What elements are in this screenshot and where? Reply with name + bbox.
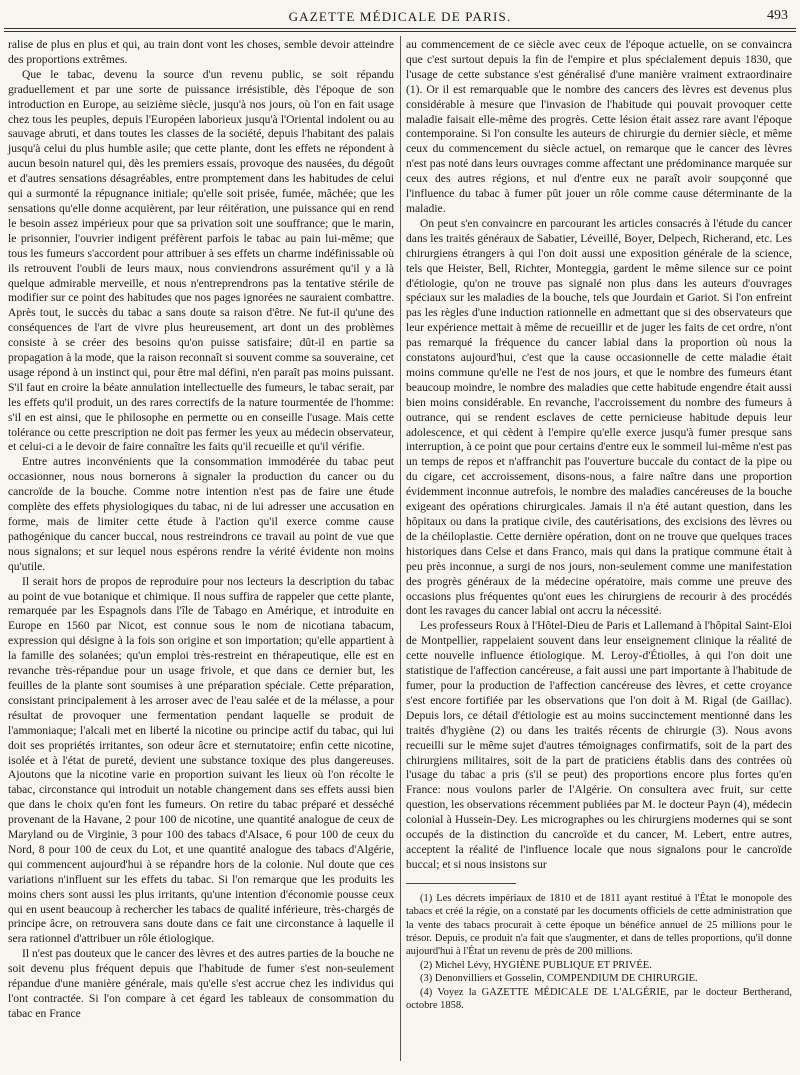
column-divider — [400, 36, 401, 1061]
header-rule-thin — [4, 31, 796, 32]
page-number: 493 — [767, 8, 788, 23]
paragraph: Entre autres inconvénients que la consommation immodérée du tabac peut occasionner, nous nous bornerons à signaler la production du cancer ou du cancroïde de la bouche. Comme notre intention n'est pas de faire une étude complète des effets physiologiques du tabac, ni de lui adresser une accusation en forme, mais de limiter cette étude à l'action qu'il exerce comme cause pathogénique du cancer buccal, nous restreindrons ce travail au point de vue que nous signalons; et sur lequel nous espérons rendre la vérité évidente non moins qu'utile. — [8, 455, 394, 573]
paragraph: au commencement de ce siècle avec ceux de l'époque actuelle, on se convaincra que c'est surtout depuis la fin de l'empire et plus spécialement depuis 1830, que l'usage de cette substance s'est généralisé d'une manière vraiment extraordinaire (1). Or il est remarquable que le nombre des cancers des lèvres est devenus plus considérable à mesure que l'invasion de l'habitude qui pouvait provoquer cette maladie faisait elle-même des progrès. Cette lésion était assez rare avant l'époque contemporaine. Si l'on consulte les auteurs de chirurgie du dernier siècle, et même ceux du commencement du siècle actuel, on remarque que le cancer des lèvres n'est pas noté dans leurs ouvrages comme affectant une prédominance marquée sur ceux des autres régions, et nul d'entre eux ne paraît avoir soupçonné que l'influence du tabac à fumer pût jouer un rôle comme cause déterminante de la maladie. — [406, 38, 792, 215]
page-header — [0, 0, 800, 30]
paragraph: On peut s'en convaincre en parcourant les articles consacrés à l'étude du cancer dans les traités généraux de Sabatier, Léveillé, Boyer, Delpech, Richerand, etc. Les chirurgiens étrangers à qui l'on doit aussi une exposition générale de la science, tels que Heister, Bell, Richter, Monteggia, gardent le même silence sur ce point d'étiologie, qu'on ne trouve pas signalé non plus dans les auteurs d'ouvrages spéciaux sur les maladies de la bouche, tels que Jourdain et Gariot. Si l'on enfreint pas les règles d'une induction rationnelle en admettant que si des observateurs que leur expérience mettait à même de recueillir et de juger les faits de cet ordre, n'ont pas remarqué la fréquence du cancer labial dans la proportion où nous la constatons aujourd'hui, c'est que la cause occasionnelle de cette maladie était moins commune qu'elle ne l'est de nos jours, et que le nombre des fumeurs étant beaucoup moindre, le nombre des maladies que cette habitude engendre était aussi bien moins considérable. En revanche, l'accroissement du nombre des fumeurs à outrance, qui se rendent esclaves de cette pernicieuse habitude depuis leur adolescence, et qui cèdent à l'empire qu'elle exerce jusqu'à fumer presque sans interruption, à ce point que pour certains d'entre eux le sommeil lui-même n'est pas un temps de repos et n'affranchit pas l'ouverture buccale du contact de la pipe ou du cigare, cet accroissement, disons-nous, a faire naître dans une proportion évidemment inconnue autrefois, le nombre des maladies cancéreuses de la bouche exigeant des opérations chirurgicales. Jamais il n'a été autant question, dans les hôpitaux ou dans la pratique civile, des cautérisations, des excisions des lèvres ou de la chéiloplastie. Cette dernière opération, dont on ne trouve que quelques traces historiques dans Celse et dans Franco, mais qui dans la pratique commune était à peu près inconnue, a surgi de nos jours, non-seulement comme une manifestation des progrès généraux de la médecine opératoire, mais comme une preuve des occasions plus fréquentes qu'ont eues les chirurgiens de recourir à des procédés dont les ravages du cancer labial ont accru la nécessité. — [406, 216, 792, 618]
footnote: (3) Denonvilliers et Gosselin, COMPENDIUM DE CHIRURGIE. — [420, 973, 698, 985]
left-column — [8, 38, 394, 1022]
footnote-rule — [406, 883, 516, 884]
right-column — [406, 38, 792, 1012]
paragraph: Il serait hors de propos de reproduire pour nos lecteurs la description du tabac au point de vue botanique et chimique. Il nous suffira de rappeler que cette plante, remarquée par les Espagnols dans l'île de Tabago en Amérique, et introduite en Europe en 1560 par Nicot, est connue sous le nom de nicotiana tabacum, expression qui désigne à la fois son origine et son importation; qu'elle appartient à la famille des solanées; qu'un emploi très-restreint en thérapeutique, elle est en revanche très-répandue pour un usage frivole, et que dans ce dernier but, les feuilles de la plante sont soumises à une préparation spéciale. Cette préparation, consistant principalement à les arroser avec de l'eau salée et de la mélasse, a pour résultat de provoquer une fermentation pendant laquelle se produit de l'ammoniaque; l'alcali met en liberté la nicotine ou principe actif du tabac, qui lui doit ses propriétés irritantes, son odeur âcre et sternutatoire; enfin cette nicotine, isolée et à l'état de pureté, devient une substance toxique des plus dangereuses. Ajoutons que la nicotine varie en proportion suivant les lieux où l'on récolte le tabac, circonstance qui introduit un notable changement dans ses effets aussi bien que dans le choix qu'en font les fumeurs. On retire du tabac préparé et desséché provenant de la Havane, 2 pour 100 de nicotine, une quantité analogue de ceux de Maryland ou de Virginie, 3 pour 100 des tabacs d'Alsace, 6 pour 100 de ceux du Nord, 8 pour 100 de ceux du Lot, et une quantité analogue des tabacs d'Algérie, qui commencent aujourd'hui à se répandre hors de la colonie. Nul doute que ces variations n'influent sur les effets du tabac. Si l'on remarque que les produits les moins chers sont aussi les plus irritants, qu'une intention d'économie pousse ceux qui en usent beaucoup à rechercher les tabacs de qualité inférieure, très-chargés de principe âcre, on retrouvera sans doute dans ce fait une circonstance à laquelle il sera rationnel d'attribuer un rôle étiologique. — [8, 574, 394, 946]
journal-title: GAZETTE MÉDICALE DE PARIS. — [288, 9, 512, 24]
footnote: (2) Michel Lévy, HYGIÈNE PUBLIQUE ET PRIVÉE. — [420, 959, 652, 971]
paragraph: ralise de plus en plus et qui, au train dont vont les choses, semble devoir atteindre des proportions extrêmes. — [8, 38, 394, 66]
paragraph: Les professeurs Roux à l'Hôtel-Dieu de Paris et Lallemand à l'hôpital Saint-Eloi de Montpellier, rappelaient souvent dans leur enseignement clinique la réalité de cette nouvelle influence étiologique. M. Leroy-d'Étiolles, à qui l'on doit une statistique de l'affection cancéreuse, a fait aussi une part importante à l'habitude de fumer, pour la production de l'affection cancéreuse des lèvres, et cette croyance s'est encore fortifiée par les observations que l'on doit à M. Rigal (de Gaillac). Depuis lors, ce détail d'étiologie est au moins succinctement mentionné dans les traités d'hygiène (2) ou dans les traités récents de chirurgie (3). Nous avons recueilli sur le même sujet d'autres témoignages confirmatifs, soit de la part des chirurgiens militaires, soit de la part de praticiens établis dans des contrées où l'usage du tabac a pris (s'il se peut) des proportions encore plus fortes qu'en France: nous voulons parler de l'Algérie. On consultera avec fruit, sur cette question, les observations récemment publiées par M. le docteur Payn (4), médecin colonial à Hussein-Dey. Les micrographes ou les chirurgiens modernes qui se sont occupés de la distinction du cancroïde et du cancer, M. Lebert, entre autres, acceptent la réalité de l'influence locale que nous signalons pour le cancroïde buccal; et si nous insistons sur — [406, 619, 792, 871]
footnote: (4) Voyez la GAZETTE MÉDICALE DE L'ALGÉRIE, par le docteur Bertherand, octobre 1858. — [406, 986, 792, 1011]
footnotes — [406, 892, 792, 1013]
header-rule — [4, 28, 796, 29]
footnote: (1) Les décrets impériaux de 1810 et de 1811 ayant restitué à l'État le monopole des tabacs et créé la régie, on a constaté par les documents officiels de cette administration que la vente des tabacs procurait à cette époque un bénéfice annuel de 25 millions pour le trésor. Depuis, ce produit n'a fait que s'augmenter, et dans de telles proportions, qu'il donne aujourd'hui à l'État un revenu de près de 200 millions. — [406, 892, 792, 958]
paragraph: Que le tabac, devenu la source d'un revenu public, se soit répandu graduellement et par une sorte de puissance irrésistible, dès l'époque de son introduction en Europe, au seizième siècle, jusqu'à nos jours, où l'on en fait usage chez tous les peuples, depuis l'Européen laborieux jusqu'à l'Oriental indolent ou au sauvage abruti, et dans toutes les classes de la société, depuis l'habitant des palais jusqu'à celui du plus humble asile; que cette plante, dont les effets ne répondent à aucun besoin naturel qui, dès les premiers essais, provoque des nausées, du dégoût et d'autres sensations désagréables, entre promptement dans les habitudes de celui qui a surmonté la répugnance initiale; qu'elle soit prisée, fumée, mâchée; que les sensations qu'elle donne acquièrent, par leur réitération, une puissance qui en rend le besoin assez impérieux pour que sa privation soit une souffrance; que le marin, le prisonnier, l'ouvrier indigent préfèrent parfois le tabac au pain lui-même; que tous les fumeurs s'accordent pour attribuer à ses effets un charme indéfinissable où ils retrouvent l'oubli de leurs maux, nous conviendrons assurément qu'il y a là quelque admirable merveille, et nous n'entreprendrons pas la tentative stérile de modifier sur ce point des habitudes que nos pages ignorées ne sauraient combattre. Après tout, le succès du tabac a sans doute sa raison d'être. Ne fut-il qu'une des conséquences de l'art de vivre plus heureusement, art dont un des problèmes consiste à se créer des besoins qu'on puisse satisfaire; dût-il en partie sa propagation à la mode, que la raison reconnaît si souvent comme sa souveraine, cet usage répond à un instinct qui, pour être mal défini, n'en paraît pas moins puissant. S'il faut en croire la béate annulation intellectuelle des fumeurs, le tabac serait, par les effets qu'il produit, un des rares correctifs de la nature tourmentée de l'homme: s'il en est ainsi, que le philosophe en permette ou en conseille l'usage. Mais cette tolérance ou cette prescription ne doit pas fermer les yeux au médecin observateur, et celui-ci a le devoir de faire connaître les faits qu'il recueille et qu'il vérifie. — [8, 67, 395, 454]
paragraph: Il n'est pas douteux que le cancer des lèvres et des autres parties de la bouche ne soit devenu plus fréquent depuis que l'habitude de fumer s'est non-seulement répandue d'une manière générale, mais qu'elle s'est accrue chez les individus qui l'ont contractée. Si l'on compare à cet égard les tableaux de consommation du tabac en France — [8, 947, 394, 1020]
